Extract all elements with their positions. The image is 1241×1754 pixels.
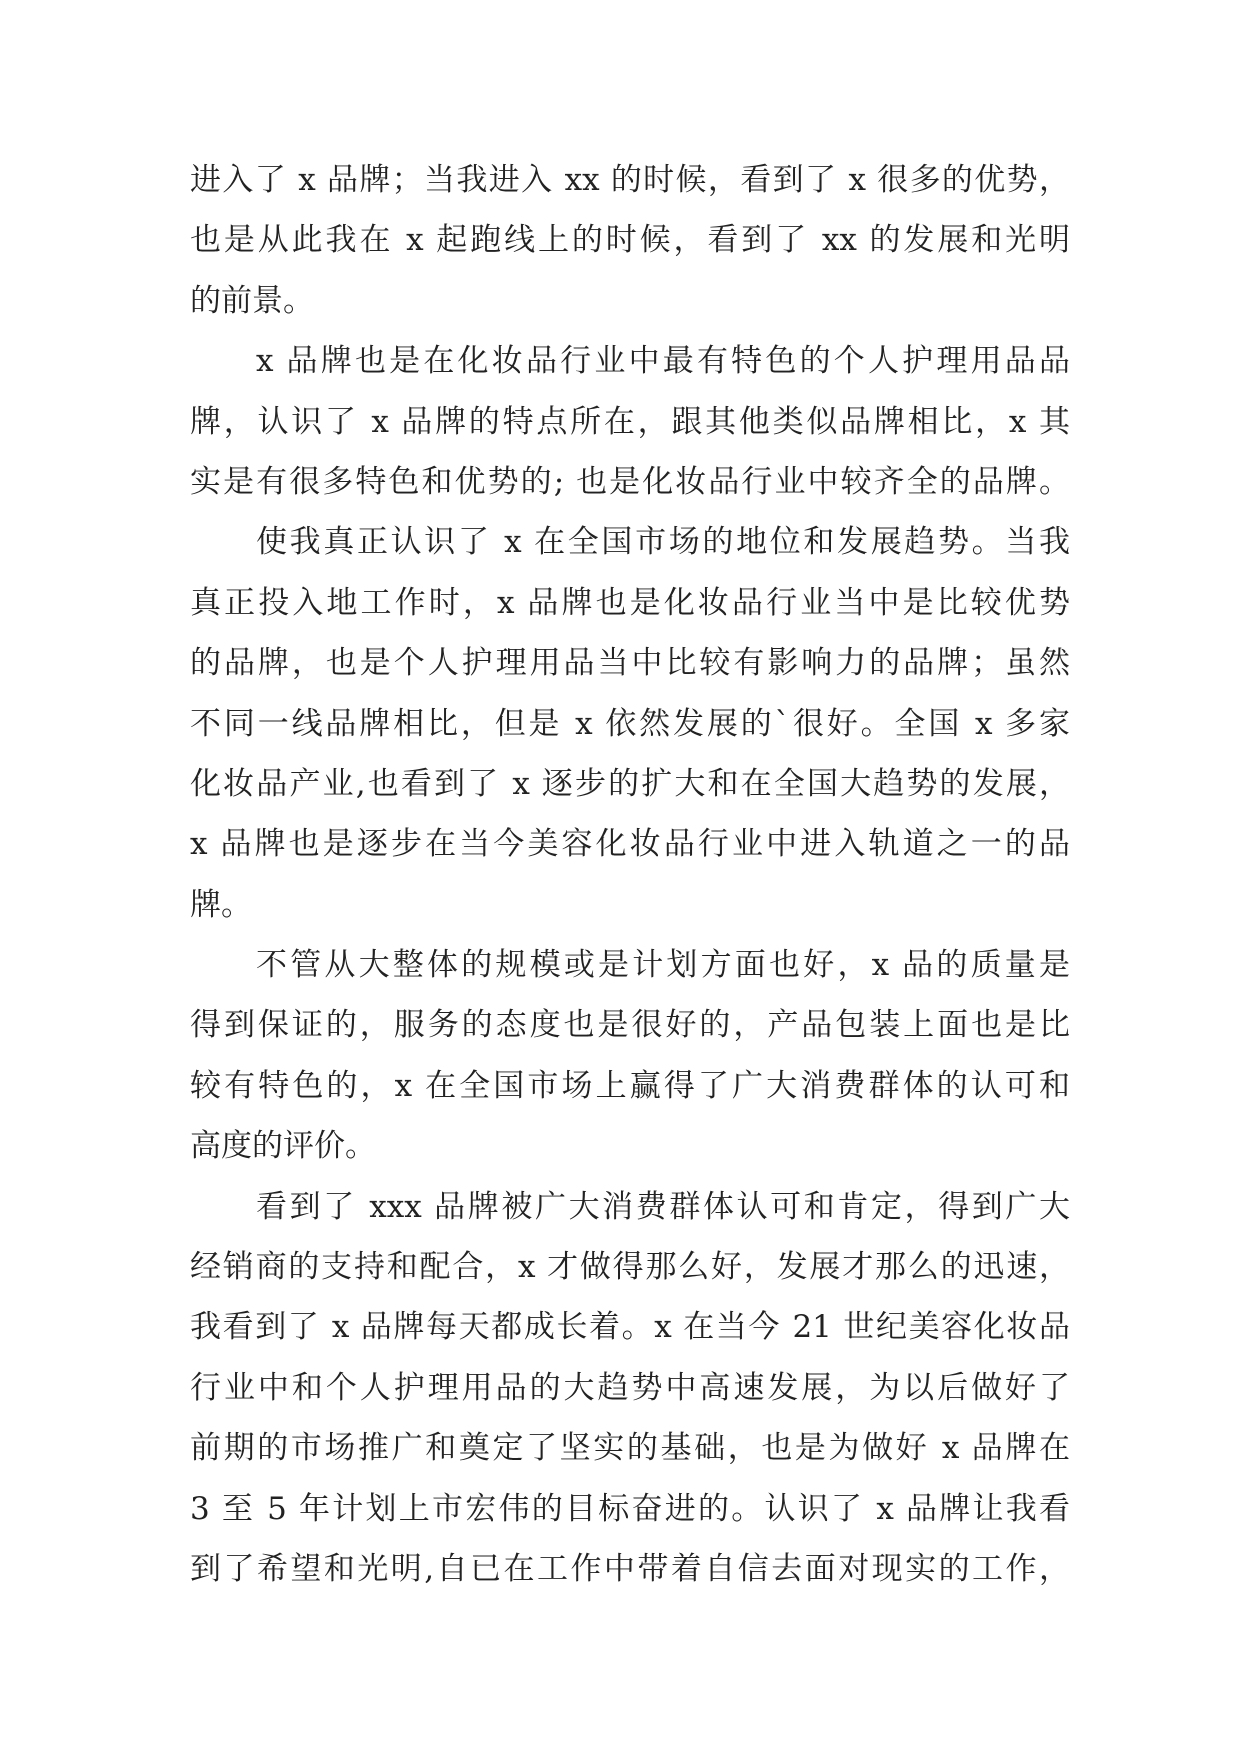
text-line: 较有特色的，x 在全国市场上赢得了广大消费群体的认可和 — [190, 1067, 1070, 1104]
text-line: 经销商的支持和配合，x 才做得那么好，发展才那么的迅速， — [190, 1249, 1070, 1286]
text-line: 行业中和个人护理用品的大趋势中高速发展，为以后做好了 — [190, 1369, 1070, 1406]
paragraph-first-line: 不管从大整体的规模或是计划方面也好，x 品的质量是 — [256, 947, 1070, 984]
text-line: 得到保证的，服务的态度也是很好的，产品包装上面也是比 — [190, 1007, 1070, 1044]
text-line: 前期的市场推广和奠定了坚实的基础，也是为做好 x 品牌在 — [190, 1430, 1070, 1467]
paragraph-first-line: 使我真正认识了 x 在全国市场的地位和发展趋势。当我 — [256, 524, 1070, 561]
body-text — [190, 150, 1070, 1599]
text-line: 真正投入地工作时，x 品牌也是化妆品行业当中是比较优势 — [190, 584, 1070, 621]
text-line: 高度的评价。 — [190, 1128, 376, 1165]
text-line: x 品牌也是逐步在当今美容化妆品行业中进入轨道之一的品 — [190, 826, 1070, 863]
text-line: 化妆品产业,也看到了 x 逐步的扩大和在全国大趋势的发展， — [190, 765, 1070, 802]
text-line: 的前景。 — [190, 282, 314, 319]
text-line: 进入了 x 品牌；当我进入 xx 的时候，看到了 x 很多的优势， — [190, 162, 1070, 198]
text-line: 实是有很多特色和优势的; 也是化妆品行业中较齐全的品牌。 — [190, 463, 1070, 500]
text-line: 也是从此我在 x 起跑线上的时候，看到了 xx 的发展和光明 — [190, 222, 1070, 259]
paragraph-first-line: 看到了 xxx 品牌被广大消费群体认可和肯定，得到广大 — [256, 1188, 1070, 1225]
text-line: 牌。 — [190, 886, 252, 923]
text-line: 到了希望和光明,自已在工作中带着自信去面对现实的工作， — [190, 1550, 1070, 1587]
text-line: 的品牌，也是个人护理用品当中比较有影响力的品牌；虽然 — [190, 645, 1070, 682]
paragraph-first-line: x 品牌也是在化妆品行业中最有特色的个人护理用品品 — [256, 343, 1070, 380]
text-line: 牌，认识了 x 品牌的特点所在，跟其他类似品牌相比，x 其 — [190, 403, 1070, 440]
text-line: 不同一线品牌相比，但是 x 依然发展的`很好。全国 x 多家 — [190, 705, 1070, 742]
text-line: 我看到了 x 品牌每天都成长着。x 在当今 21 世纪美容化妆品 — [190, 1309, 1070, 1346]
text-line: 3 至 5 年计划上市宏伟的目标奋进的。认识了 x 品牌让我看 — [190, 1490, 1070, 1527]
